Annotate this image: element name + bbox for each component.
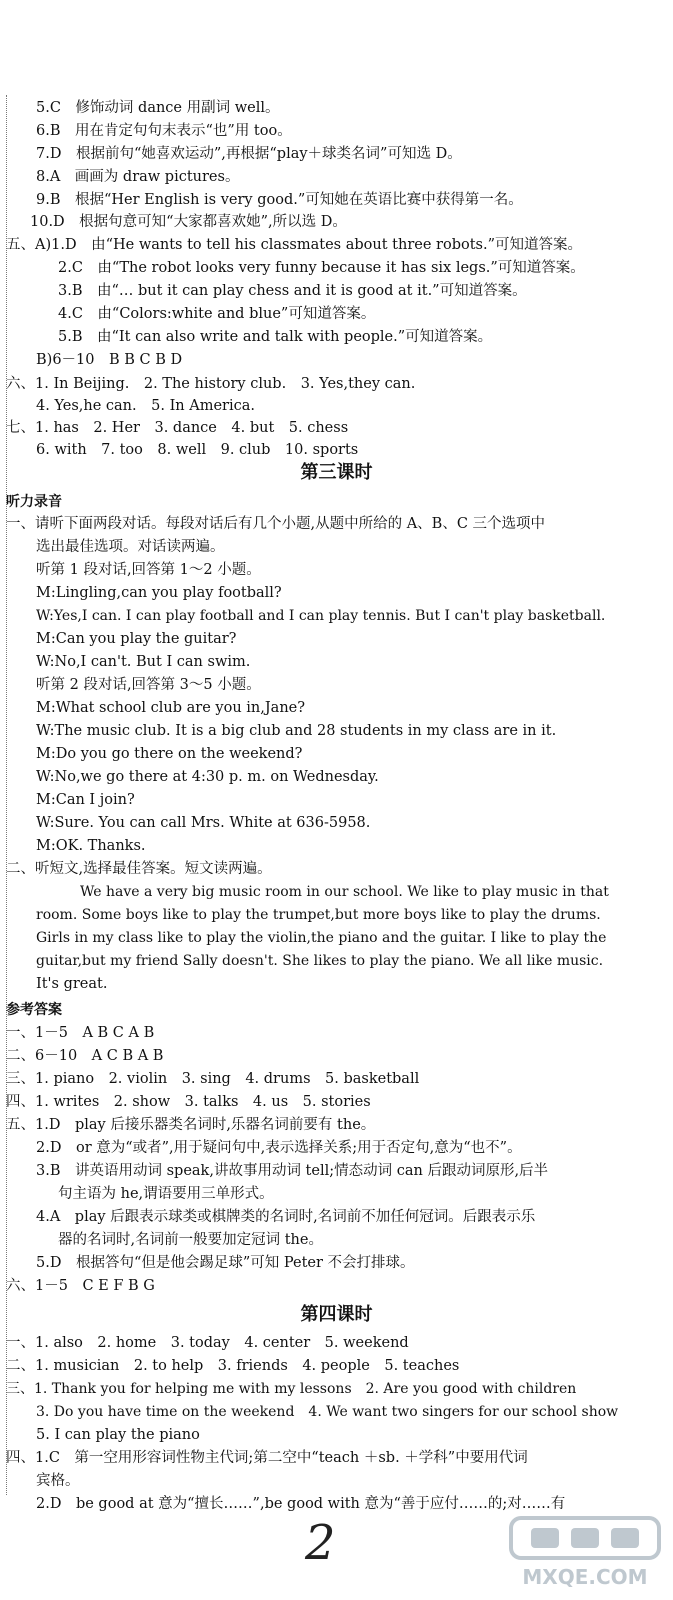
answer-line: 六、1. In Beijing. 2. The history club. 3. Yes,they can. [6,376,416,392]
text-line: W:No,I can't. But I can swim. [36,654,251,670]
answer-line: 七、1. has 2. Her 3. dance 4. but 5. chess [6,420,349,436]
text-line: W:Yes,I can. I can play football and I can play tennis. But I can't play basketball. [36,608,606,624]
text-line: 选出最佳选项。对话读两遍。 [36,539,225,555]
answer-line: 二、6－10 A C B A B [6,1048,164,1064]
answer-line: 器的名词时,名词前一般要加定冠词 the。 [58,1232,323,1248]
answer-line: 3. Do you have time on the weekend 4. We want two singers for our school show [36,1404,619,1420]
text-line: M:Do you go there on the weekend? [36,746,303,762]
answer-line: 三、1. Thank you for helping me with my lessons 2. Are you good with children [6,1381,577,1397]
passage-line: room. Some boys like to play the trumpet,but more boys like to play the drums. [36,907,601,923]
watermark-logo [505,1514,665,1592]
text-line: M:Can I join? [36,792,135,808]
answer-line: 一、1. also 2. home 3. today 4. center 5. weekend [6,1335,409,1351]
answer-line: 8.A 画画为 draw pictures。 [36,169,240,185]
answer-line: 四、1.C 第一空用形容词性物主代词;第二空中“teach ＋sb. ＋学科”中要用代词 [6,1450,528,1466]
answer-line: 2.D or 意为“或者”,用于疑问句中,表示选择关系;用于否定句,意为“也不”。 [36,1140,522,1156]
page-number: 2 [305,1515,336,1571]
answer-line: 2.D be good at 意为“擅长……”,be good with 意为“善于应付……的;对……有 [36,1496,566,1512]
answer-line: 9.B 根据“Her English is very good.”可知她在英语比赛中获得第一名。 [36,192,523,208]
text-line: 听第 1 段对话,回答第 1～2 小题。 [36,562,261,578]
passage-line: It's great. [36,976,108,992]
answer-line: B)6－10 B B C B D [36,352,183,368]
section-title: 第四课时 [300,1304,373,1325]
section-title: 第三课时 [300,462,373,483]
answer-line: 五、1.D play 后接乐器类名词时,乐器名词前要有 the。 [6,1117,376,1133]
answer-line: 四、1. writes 2. show 3. talks 4. us 5. stories [6,1094,371,1110]
passage-line: guitar,but my friend Sally doesn't. She likes to play the piano. We all like music. [36,953,604,969]
answer-line: 2.C 由“The robot looks very funny because it has six legs.”可知道答案。 [58,260,585,276]
answer-line: 5.C 修饰动词 dance 用副词 well。 [36,100,280,116]
text-line: 听第 2 段对话,回答第 3～5 小题。 [36,677,261,693]
answer-line: 三、1. piano 2. violin 3. sing 4. drums 5. basketball [6,1071,420,1087]
answer-line: 一、1－5 A B C A B [6,1025,155,1041]
answer-line: 10.D 根据句意可知“大家都喜欢她”,所以选 D。 [30,214,347,230]
text-line: 二、听短文,选择最佳答案。短文读两遍。 [6,861,272,877]
answer-line: 5. I can play the piano [36,1427,200,1443]
text-line: W:The music club. It is a big club and 28 students in my class are in it. [36,723,557,739]
answer-line: 宾格。 [36,1473,80,1489]
text-line: M:OK. Thanks. [36,838,146,854]
answer-line: 句主语为 he,谓语要用三单形式。 [58,1186,274,1202]
answer-line: 6. with 7. too 8. well 9. club 10. sports [36,442,359,458]
text-line: W:Sure. You can call Mrs. White at 636-5958. [36,815,371,831]
answers-heading: 参考答案 [6,1002,62,1018]
text-line: M:Lingling,can you play football? [36,585,282,601]
answer-line: 5.B 由“It can also write and talk with people.”可知道答案。 [58,329,493,345]
answer-line: 六、1－5 C E F B G [6,1278,155,1294]
answer-line: 4.C 由“Colors:white and blue”可知道答案。 [58,306,376,322]
passage-line: We have a very big music room in our school. We like to play music in that [80,884,609,900]
listening-heading: 听力录音 [6,494,62,510]
answer-line: 4.A play 后跟表示球类或棋牌类的名词时,名词前不加任何冠词。后跟表示乐 [36,1209,536,1225]
text-line: 一、请听下面两段对话。每段对话后有几个小题,从题中所给的 A、B、C 三个选项中 [6,516,546,532]
passage-line: Girls in my class like to play the violin,the piano and the guitar. I like to play the [36,930,607,946]
answer-line: 5.D 根据答句“但是他会踢足球”可知 Peter 不会打排球。 [36,1255,415,1271]
watermark-text: MXQE.COM [522,1565,648,1589]
answer-line: 3.B 由“… but it can play chess and it is good at it.”可知道答案。 [58,283,527,299]
answer-line: 五、A)1.D 由“He wants to tell his classmates about three robots.”可知道答案。 [6,237,582,253]
answer-line: 7.D 根据前句“她喜欢运动”,再根据“play＋球类名词”可知选 D。 [36,146,462,162]
text-line: W:No,we go there at 4:30 p. m. on Wednesday. [36,769,379,785]
answer-line: 3.B 讲英语用动词 speak,讲故事用动词 tell;情态动词 can 后跟动词原形,后半 [36,1163,549,1179]
answer-line: 6.B 用在肯定句句末表示“也”用 too。 [36,123,292,139]
text-line: M:Can you play the guitar? [36,631,237,647]
text-line: M:What school club are you in,Jane? [36,700,306,716]
answer-line: 4. Yes,he can. 5. In America. [36,398,255,414]
answer-line: 二、1. musician 2. to help 3. friends 4. people 5. teaches [6,1358,460,1374]
